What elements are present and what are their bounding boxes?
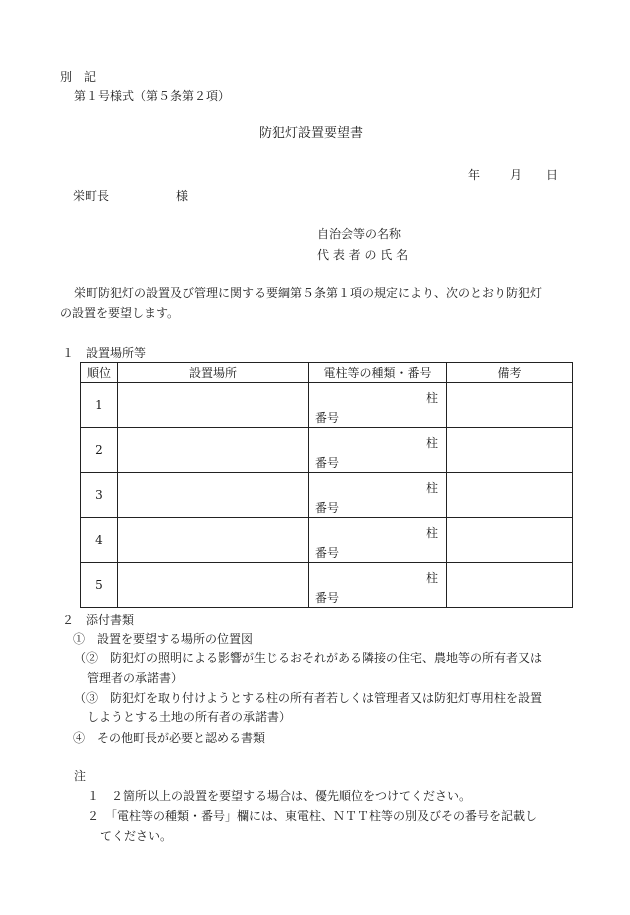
body-text-line2: の設置を要望します。 (60, 306, 180, 320)
number-label: 番号 (315, 501, 340, 515)
addressee-honorific: 様 (176, 189, 189, 203)
remarks-cell[interactable] (447, 563, 573, 608)
table-row (81, 428, 573, 473)
addressee-name: 栄町長 (73, 189, 110, 203)
note-2-line2: てください。 (100, 829, 173, 843)
remarks-cell[interactable] (447, 383, 573, 428)
pole-cell[interactable] (309, 383, 447, 428)
number-label: 番号 (315, 591, 340, 605)
remarks-cell[interactable] (447, 473, 573, 518)
table-row (81, 563, 573, 608)
rank-cell: 2 (81, 428, 118, 473)
date-month: 月 (510, 168, 523, 182)
number-label: 番号 (315, 546, 340, 560)
annex-label: 別 記 (60, 70, 97, 84)
attachment-item-1: ① 設置を要望する場所の位置図 (73, 632, 254, 646)
remarks-cell[interactable] (447, 428, 573, 473)
pole-cell[interactable] (309, 563, 447, 608)
document-title: 防犯灯設置要望書 (259, 126, 364, 141)
note-1: １ ２箇所以上の設置を要望する場合は、優先順位をつけてください。 (87, 789, 472, 803)
date-day: 日 (546, 168, 559, 182)
installation-table (80, 362, 573, 608)
rank-cell: 1 (81, 383, 118, 428)
attachment-item-3-line2: しようとする土地の所有者の承諾書） (87, 710, 292, 724)
form-number: 第１号様式（第５条第２項） (74, 89, 231, 103)
rank-cell: 4 (81, 518, 118, 563)
rank-cell: 5 (81, 563, 118, 608)
header-location: 設置場所 (118, 363, 309, 383)
pole-unit-label: 柱 (425, 481, 438, 495)
attachment-item-2-line1: （② 防犯灯の照明による影響が生じるおそれがある隣接の住宅、農地等の所有者又は (74, 651, 543, 665)
pole-unit-label: 柱 (425, 436, 438, 450)
table-row (81, 518, 573, 563)
notes-heading: 注 (74, 769, 87, 783)
attachment-item-4: ④ その他町長が必要と認める書類 (73, 731, 266, 745)
number-label: 番号 (315, 411, 340, 425)
table-header-row (81, 363, 573, 383)
date-year: 年 (468, 168, 481, 182)
table-row (81, 473, 573, 518)
location-cell[interactable] (118, 383, 309, 428)
pole-cell[interactable] (309, 518, 447, 563)
applicant-org-label: 自治会等の名称 (317, 227, 402, 241)
rank-cell: 3 (81, 473, 118, 518)
header-remarks: 備考 (447, 363, 573, 383)
location-cell[interactable] (118, 518, 309, 563)
header-rank: 順位 (81, 363, 118, 383)
pole-cell[interactable] (309, 473, 447, 518)
location-cell[interactable] (118, 428, 309, 473)
location-cell[interactable] (118, 563, 309, 608)
table-row (81, 383, 573, 428)
section1-heading: １ 設置場所等 (62, 346, 147, 360)
remarks-cell[interactable] (447, 518, 573, 563)
pole-unit-label: 柱 (425, 571, 438, 585)
attachment-item-3-line1: （③ 防犯灯を取り付けようとする柱の所有者若しくは管理者又は防犯灯専用柱を設置 (74, 691, 543, 705)
section2-heading: ２ 添付書類 (62, 613, 135, 627)
location-cell[interactable] (118, 473, 309, 518)
pole-unit-label: 柱 (425, 526, 438, 540)
applicant-rep-label: 代 表 者 の 氏 名 (317, 248, 409, 262)
attachment-item-2-line2: 管理者の承諾書） (87, 671, 184, 685)
pole-cell[interactable] (309, 428, 447, 473)
body-text-line1: 栄町防犯灯の設置及び管理に関する要綱第５条第１項の規定により、次のとおり防犯灯 (74, 286, 543, 300)
number-label: 番号 (315, 456, 340, 470)
pole-unit-label: 柱 (425, 391, 438, 405)
header-pole-type: 電柱等の種類・番号 (309, 363, 447, 383)
note-2-line1: ２ 「電柱等の種類・番号」欄には、東電柱、ＮＴＴ柱等の別及びその番号を記載し (87, 809, 538, 823)
